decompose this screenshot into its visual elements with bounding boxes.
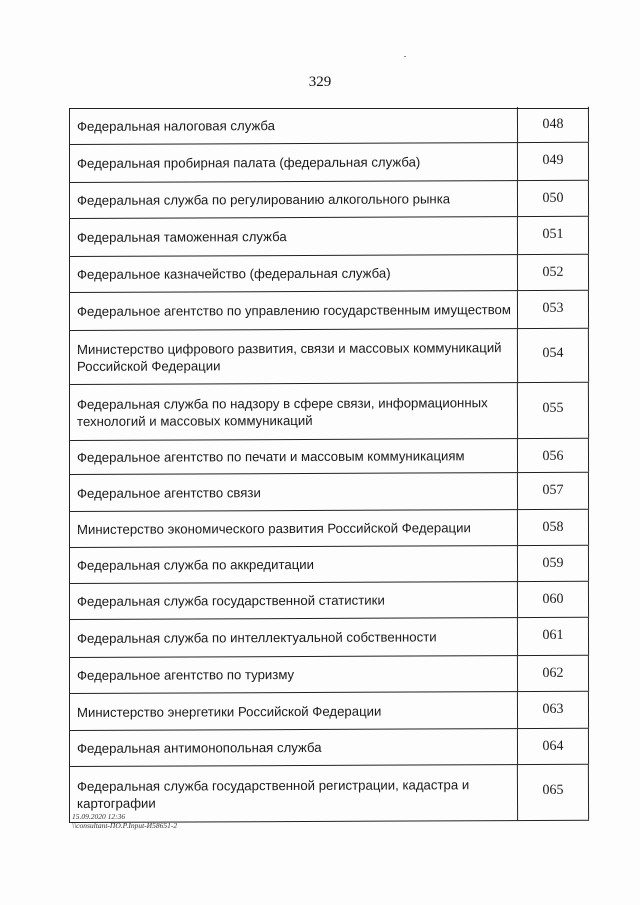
table-row <box>70 473 589 512</box>
footer-timestamp: 15.09.2020 12:36 <box>72 812 126 821</box>
agency-name-cell: Министерство цифрового развития, связи и массовых коммуникаций Российской Федерации <box>70 329 518 384</box>
agency-name-cell: Федеральная антимонопольная служба <box>70 729 518 766</box>
agency-code-cell: 049 <box>518 143 589 180</box>
agency-name-cell: Федеральная налоговая служба <box>70 107 518 144</box>
agency-code-cell: 057 <box>518 473 589 509</box>
agency-code-cell: 048 <box>518 107 589 142</box>
agency-name-cell: Федеральное агентство по печати и массовым коммуникациям <box>70 439 518 474</box>
table-row <box>70 143 589 183</box>
agency-name-cell: Федеральная служба по надзору в сфере связи, информационных технологий и массовых коммуникаций <box>70 383 518 440</box>
table-row <box>70 582 589 620</box>
agency-code-cell: 059 <box>518 546 589 581</box>
agency-name-cell: Федеральное агентство по туризму <box>70 656 518 693</box>
agency-name-cell: Федеральное агентство по управлению государственным имуществом <box>70 291 518 330</box>
agency-name-cell: Федеральное агентство связи <box>70 473 518 511</box>
page-number: 329 <box>308 74 332 90</box>
agency-code-cell: 056 <box>518 439 589 472</box>
table-row <box>70 255 589 293</box>
agency-code-cell: 058 <box>518 510 589 545</box>
table-row <box>70 692 589 731</box>
agency-name-cell: Федеральная служба по интеллектуальной собственности <box>70 618 518 657</box>
agency-name-cell: Федеральная служба по регулированию алкогольного рынка <box>70 181 518 218</box>
table-row <box>70 181 589 219</box>
table-row <box>70 217 589 257</box>
agency-name-cell: Федеральная пробирная палата (федеральная служба) <box>70 143 518 182</box>
agency-name-cell: Министерство экономического развития Российской Федерации <box>70 510 518 547</box>
agency-code-cell: 065 <box>518 765 589 820</box>
agency-code-cell: 053 <box>518 291 589 328</box>
table-row <box>70 329 589 385</box>
table-row <box>70 510 589 548</box>
table-row <box>70 439 589 475</box>
agency-code-cell: 062 <box>518 656 589 691</box>
agency-name-cell: Федеральная служба государственной статистики <box>70 582 518 619</box>
table-row <box>70 656 589 694</box>
footer-stamp <box>72 812 177 830</box>
footer-file-path: \\consultant-ПО.Р.Input-И58651-2 <box>72 821 178 830</box>
agency-code-cell: 050 <box>518 181 589 216</box>
agency-name-cell: Федеральная таможенная служба <box>70 217 518 256</box>
agency-name-cell: Федеральное казначейство (федеральная служба) <box>70 255 518 292</box>
table-row <box>70 291 589 331</box>
table-row <box>70 107 589 145</box>
agency-name-cell: Федеральная служба по аккредитации <box>70 546 518 583</box>
agency-code-cell: 063 <box>518 692 589 728</box>
agency-code-cell: 055 <box>518 383 589 438</box>
agency-name-cell: Федеральная служба государственной регистрации, кадастра и картографии <box>70 765 518 822</box>
agency-code-cell: 064 <box>518 729 589 764</box>
agency-code-cell: 054 <box>518 329 589 382</box>
agency-name-cell: Министерство энергетики Российской Федерации <box>70 692 518 730</box>
scan-speck <box>404 56 406 57</box>
table-row <box>70 546 589 584</box>
table-row <box>70 729 589 767</box>
agency-code-cell: 061 <box>518 618 589 655</box>
agency-code-cell: 060 <box>518 582 589 617</box>
agency-code-cell: 052 <box>518 255 589 290</box>
table-row <box>70 618 589 658</box>
table-row <box>70 383 589 441</box>
codes-table <box>69 108 589 823</box>
agency-code-cell: 051 <box>518 217 589 254</box>
